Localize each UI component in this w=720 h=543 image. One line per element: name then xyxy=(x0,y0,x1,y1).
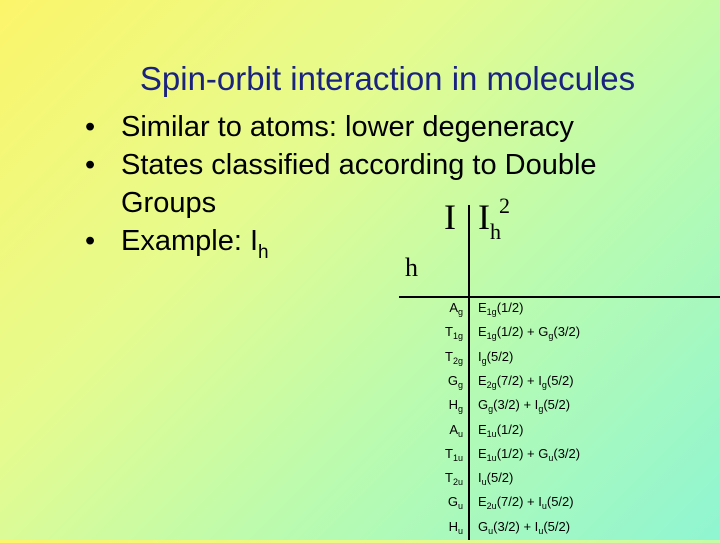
table-row xyxy=(0,470,720,494)
bullet-item xyxy=(85,146,685,222)
table-row xyxy=(0,373,720,397)
row-header-h: h xyxy=(405,253,418,282)
table-row xyxy=(0,300,720,324)
bullet-text: States classified according to Double Groups xyxy=(121,149,597,219)
double-group-result: $E_{2u}(7/2) + I_u(5/2)$ xyxy=(478,494,574,512)
table-row xyxy=(0,324,720,348)
bullet-item xyxy=(85,222,685,264)
table-row xyxy=(0,446,720,470)
double-group-result: $E_{1u}(1/2) + G_u(3/2)$ xyxy=(478,445,581,463)
bullet-text: Example: I xyxy=(121,225,258,257)
header-base: I xyxy=(478,197,490,237)
table-row xyxy=(0,494,720,518)
double-group-result: $E_{2g}(7/2) + I_g(5/2)$ xyxy=(478,372,574,390)
table-row xyxy=(0,422,720,446)
irrep-label: $G_u$ xyxy=(447,494,463,512)
irrep-label: $G_g$ xyxy=(447,372,463,390)
column-header-I: I xyxy=(444,197,456,237)
header-subscript: h xyxy=(490,219,501,244)
table-row xyxy=(0,519,720,543)
double-group-result: $I_u(5/2)$ xyxy=(478,470,514,488)
table-row xyxy=(0,397,720,421)
bullet-item xyxy=(85,108,685,146)
table-horizontal-divider xyxy=(399,296,720,298)
double-group-result: $G_u(3/2) + I_u(5/2)$ xyxy=(478,518,571,536)
bullet-text: Similar to atoms: lower degeneracy xyxy=(121,111,574,143)
irrep-label: $H_g$ xyxy=(448,397,463,415)
slide-title: Spin-orbit interaction in molecules xyxy=(139,60,636,97)
double-group-result: $E_{1g}(1/2)$ xyxy=(478,300,524,317)
double-group-result: $I_g(5/2)$ xyxy=(478,348,514,366)
bullet-list xyxy=(85,108,685,264)
irrep-label: $T_{1g}$ xyxy=(445,324,463,342)
bullet-subscript: h xyxy=(258,242,269,263)
irrep-label: $H_u$ xyxy=(448,518,463,536)
header-superscript: 2 xyxy=(499,193,510,218)
irrep-label: $T_{2g}$ xyxy=(445,348,463,366)
irrep-label: $T_{2u}$ xyxy=(445,470,463,488)
irrep-label: $A_g$ xyxy=(449,300,463,317)
double-group-result: $E_{1u}(1/2)$ xyxy=(478,421,524,439)
irrep-label: $A_u$ xyxy=(449,421,463,439)
table-row xyxy=(0,349,720,373)
column-header-Ih-squared xyxy=(478,193,512,244)
double-group-result: $G_g(3/2) + I_g(5/2)$ xyxy=(478,397,571,415)
double-group-result: $E_{1g}(1/2) + G_g(3/2)$ xyxy=(478,324,581,342)
irrep-label: $T_{1u}$ xyxy=(445,445,463,463)
